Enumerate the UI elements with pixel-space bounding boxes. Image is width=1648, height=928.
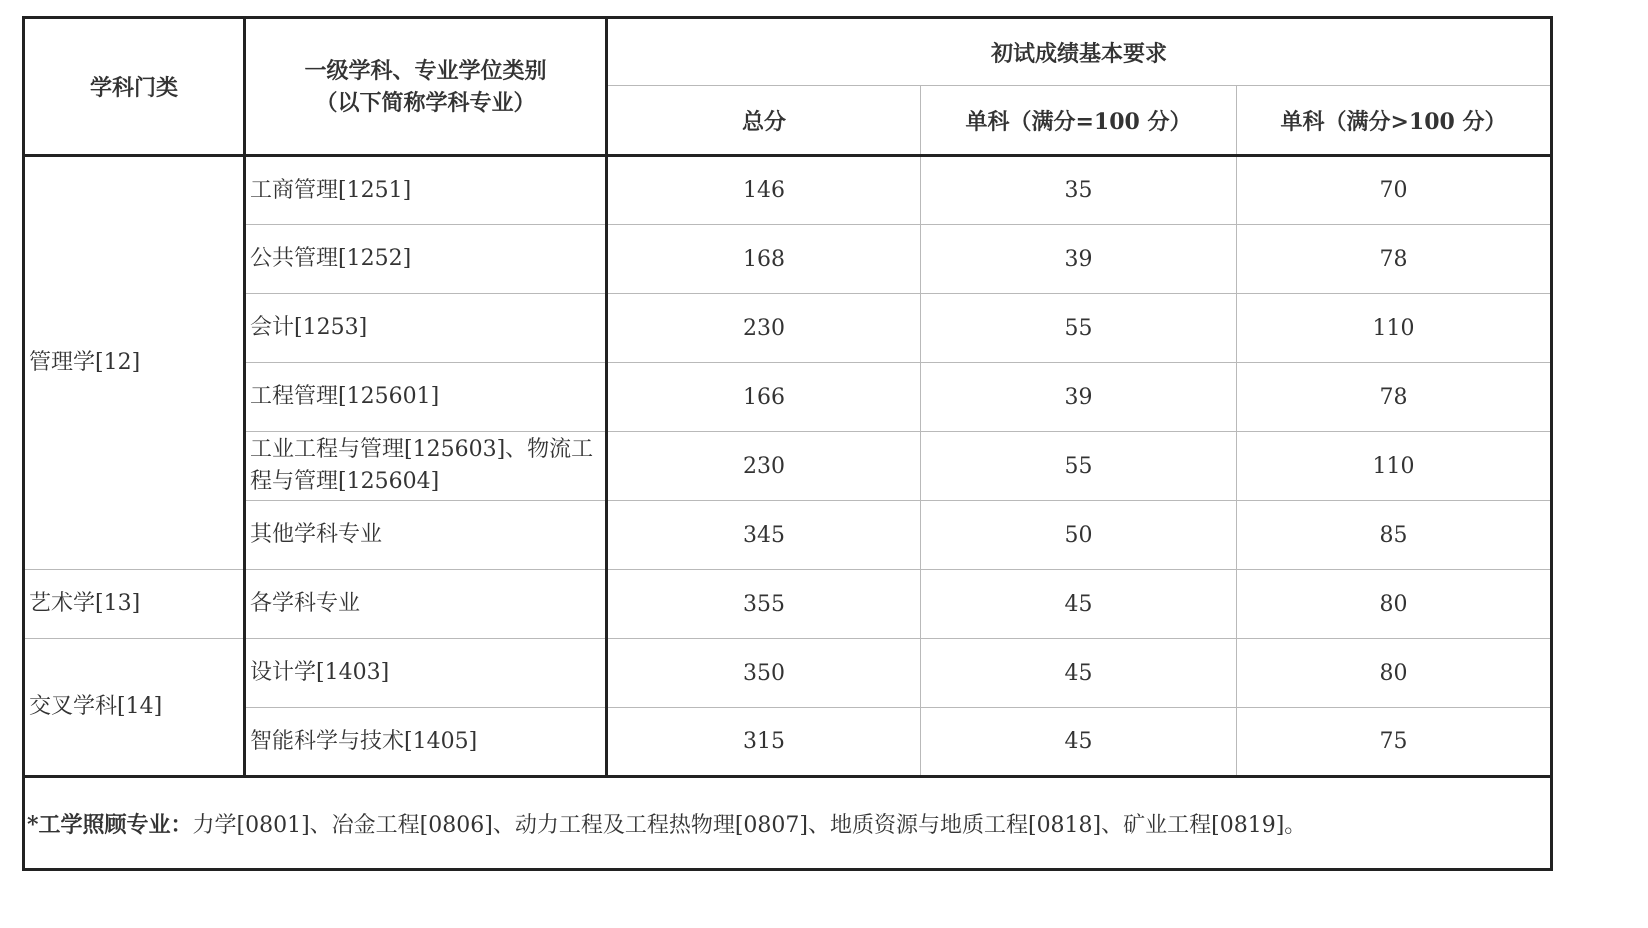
header-subject-line2: （以下简称学科专业）: [315, 89, 536, 116]
single-gt100-cell: 75: [1237, 708, 1552, 777]
single-eq100-cell: 45: [921, 639, 1237, 708]
subject-cell: 其他学科专业: [245, 501, 607, 570]
category-cell: 交叉学科[14]: [24, 639, 245, 777]
header-subject: [245, 18, 607, 156]
subject-cell: 工业工程与管理[125603]、物流工程与管理[125604]: [245, 432, 607, 501]
header-category: 学科门类: [24, 18, 245, 156]
single-eq100-cell: 50: [921, 501, 1237, 570]
table-row: [24, 363, 1552, 432]
total-cell: 315: [607, 708, 921, 777]
header-single-gt100: 单科（满分>100 分）: [1237, 86, 1552, 156]
table-row: [24, 225, 1552, 294]
total-cell: 345: [607, 501, 921, 570]
footnote-text: 力学[0801]、冶金工程[0806]、动力工程及工程热物理[0807]、地质资源与地质工程[0818]、矿业工程[0819]。: [192, 812, 1307, 838]
table-row: [24, 708, 1552, 777]
footnote-cell: [24, 777, 1552, 870]
total-cell: 166: [607, 363, 921, 432]
subject-cell: 工商管理[1251]: [245, 156, 607, 225]
table-row: [24, 156, 1552, 225]
single-eq100-cell: 55: [921, 432, 1237, 501]
score-requirements-table: [22, 16, 1553, 871]
single-gt100-cell: 80: [1237, 639, 1552, 708]
single-eq100-cell: 35: [921, 156, 1237, 225]
single-gt100-cell: 78: [1237, 363, 1552, 432]
footnote-row: [24, 777, 1552, 870]
single-gt100-cell: 78: [1237, 225, 1552, 294]
total-cell: 230: [607, 432, 921, 501]
table-row: [24, 432, 1552, 501]
single-eq100-cell: 39: [921, 363, 1237, 432]
total-cell: 350: [607, 639, 921, 708]
table-row: [24, 570, 1552, 639]
total-cell: 355: [607, 570, 921, 639]
subject-cell: 各学科专业: [245, 570, 607, 639]
category-cell: 艺术学[13]: [24, 570, 245, 639]
category-cell: 管理学[12]: [24, 156, 245, 570]
subject-cell: 会计[1253]: [245, 294, 607, 363]
total-cell: 146: [607, 156, 921, 225]
subject-cell: 工程管理[125601]: [245, 363, 607, 432]
table-row: [24, 501, 1552, 570]
total-cell: 230: [607, 294, 921, 363]
footnote-label: *工学照顾专业：: [27, 811, 193, 838]
single-gt100-cell: 70: [1237, 156, 1552, 225]
single-gt100-cell: 80: [1237, 570, 1552, 639]
header-group-title: 初试成绩基本要求: [607, 18, 1552, 86]
single-gt100-cell: 110: [1237, 432, 1552, 501]
subject-cell: 设计学[1403]: [245, 639, 607, 708]
single-eq100-cell: 55: [921, 294, 1237, 363]
total-cell: 168: [607, 225, 921, 294]
single-eq100-cell: 39: [921, 225, 1237, 294]
subject-cell: 公共管理[1252]: [245, 225, 607, 294]
table-row: [24, 639, 1552, 708]
header-total: 总分: [607, 86, 921, 156]
single-gt100-cell: 110: [1237, 294, 1552, 363]
table-row: [24, 294, 1552, 363]
single-eq100-cell: 45: [921, 708, 1237, 777]
header-subject-line1: 一级学科、专业学位类别: [304, 57, 547, 84]
subject-cell: 智能科学与技术[1405]: [245, 708, 607, 777]
header-single-eq100: 单科（满分=100 分）: [921, 86, 1237, 156]
single-eq100-cell: 45: [921, 570, 1237, 639]
single-gt100-cell: 85: [1237, 501, 1552, 570]
